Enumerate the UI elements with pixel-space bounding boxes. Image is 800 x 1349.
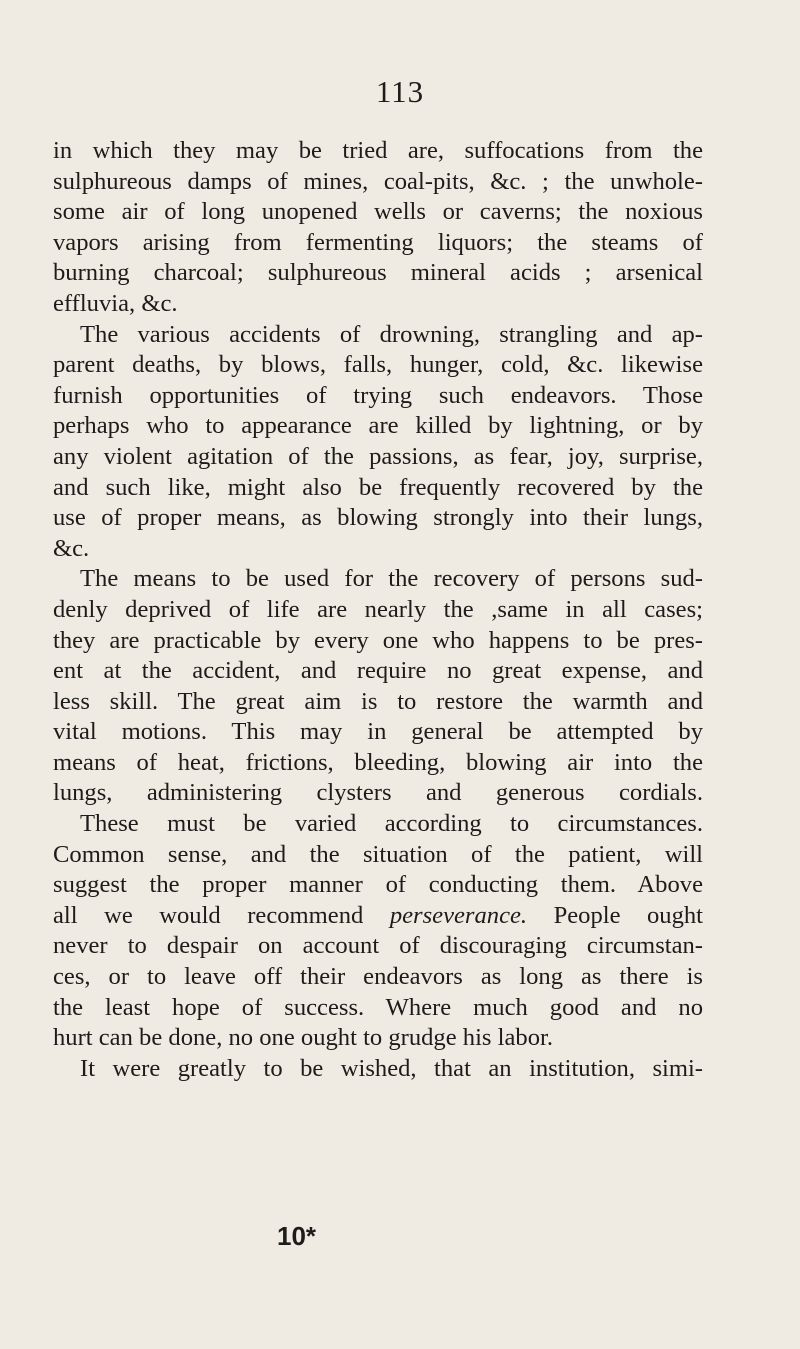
text-line: burning charcoal; sulphureous mineral acids ; arsenical: [53, 259, 703, 287]
text-line: The means to be used for the recovery of persons sud-: [80, 565, 703, 593]
page-number: 113: [375, 74, 425, 109]
text-line: Common sense, and the situation of the patient, will: [53, 840, 703, 868]
body-text: [53, 136, 703, 1084]
text-line: sulphureous damps of mines, coal-pits, &c. ; the unwhole-: [53, 167, 703, 195]
text-line: perhaps who to appearance are killed by lightning, or by: [53, 412, 703, 440]
text-line: furnish opportunities of trying such endeavors. Those: [53, 381, 703, 409]
text-line: in which they may be tried are, suffocations from the: [53, 137, 703, 164]
text-line: some air of long unopened wells or caverns; the noxious: [53, 198, 703, 226]
text-line: vapors arising from fermenting liquors; the steams of: [53, 228, 703, 256]
text-line: means of heat, frictions, bleeding, blowing air into the: [53, 748, 703, 776]
text-line: ent at the accident, and require no great expense, and: [53, 657, 703, 685]
text-line: the least hope of success. Where much good and no: [53, 993, 703, 1021]
signature-mark: 10*: [277, 1221, 317, 1251]
text-line: lungs, administering clysters and generous cordials.: [53, 779, 703, 807]
text-line: &c.: [53, 534, 90, 562]
text-line: any violent agitation of the passions, as fear, joy, surprise,: [53, 442, 703, 470]
text-line: use of proper means, as blowing strongly into their lungs,: [53, 504, 703, 532]
text-segment: all we would recommend: [53, 901, 364, 929]
text-line: suggest the proper manner of conducting them. Above: [53, 871, 703, 899]
text-line: and such like, might also be frequently recovered by the: [53, 473, 703, 501]
italic-word: perseverance.: [389, 901, 528, 929]
text-line: vital motions. This may in general be attempted by: [53, 718, 703, 746]
text-line: less skill. The great aim is to restore the warmth and: [53, 687, 703, 715]
text-line: The various accidents of drowning, strangling and ap-: [80, 320, 703, 348]
text-line: These must be varied according to circumstances.: [80, 810, 703, 838]
text-line: It were greatly to be wished, that an institution, simi-: [80, 1054, 703, 1082]
text-line: never to despair on account of discouraging circumstan-: [53, 932, 703, 960]
text-line: parent deaths, by blows, falls, hunger, cold, &c. likewise: [53, 351, 703, 379]
text-line-emphasis: [53, 901, 703, 932]
text-line: they are practicable by every one who happens to be pres-: [53, 626, 703, 654]
text-line: ces, or to leave off their endeavors as long as there is: [53, 963, 703, 991]
text-line: effluvia, &c.: [53, 289, 178, 317]
text-line: hurt can be done, no one ought to grudge his labor.: [53, 1024, 553, 1052]
text-segment: People ought: [553, 901, 704, 929]
text-line: denly deprived of life are nearly the ,same in all cases;: [53, 595, 703, 623]
